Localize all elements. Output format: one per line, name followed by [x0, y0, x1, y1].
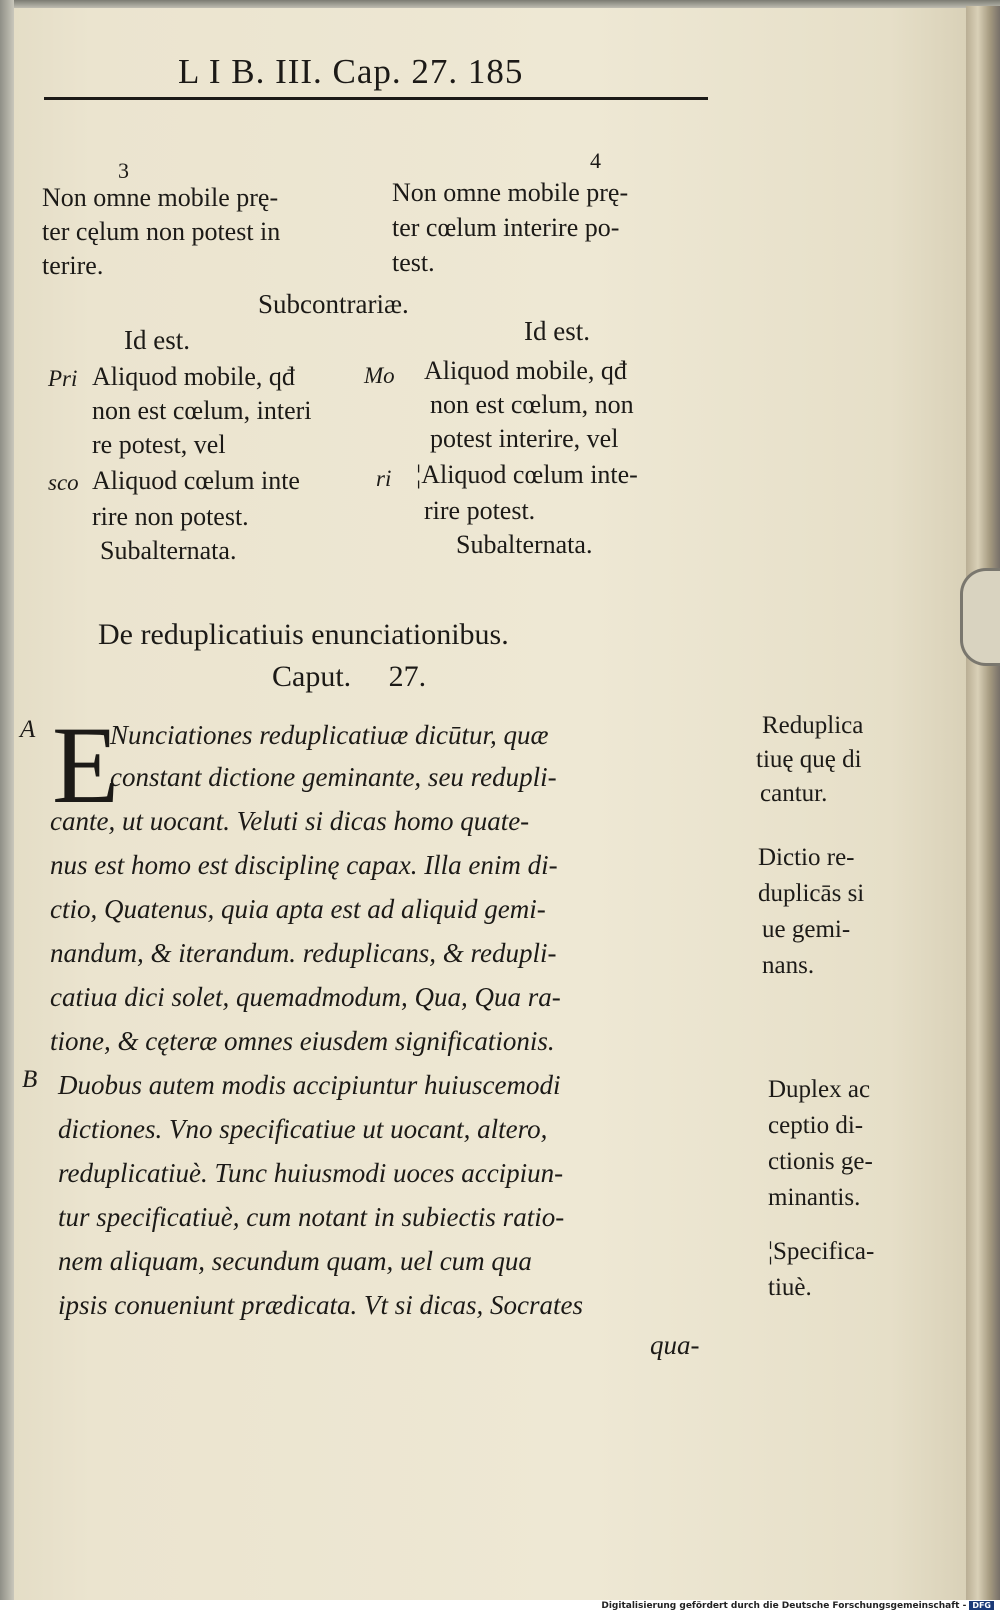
margin-note-line: Dictio re- [758, 844, 855, 871]
body-line: cante, ut uocant. Veluti si dicas homo quate- [50, 806, 530, 836]
table-line: non est cœlum, non [430, 390, 634, 419]
table-line: Aliquod mobile, qđ [424, 356, 627, 385]
chapter-title: De reduplicatiuis enunciationibus. [98, 618, 509, 651]
body-line: Duobus autem modis accipiuntur huiuscemodi [58, 1070, 561, 1100]
table-line: test. [392, 248, 435, 277]
subcontrariae-label: Subcontrariæ. [258, 289, 409, 319]
book-edge-left [0, 0, 14, 1600]
table-line: Non omne mobile prę- [392, 178, 629, 207]
id-est-left: Id est. [124, 325, 190, 355]
table-line: terire. [42, 251, 104, 280]
margin-note-line: cantur. [760, 780, 828, 807]
table-line: re potest, vel [92, 430, 226, 459]
margin-note-line: minantis. [768, 1184, 861, 1211]
syllogism-mark: Mo [364, 363, 395, 388]
subalternata-right: Subalternata. [456, 530, 593, 559]
table-line: non est cœlum, interi [92, 396, 312, 425]
table-line: Aliquod cœlum inte [92, 466, 300, 495]
subalternata-left: Subalternata. [100, 536, 237, 565]
margin-note-line: Duplex ac [768, 1076, 871, 1103]
margin-note-line: ¦Specifica- [768, 1238, 875, 1265]
margin-note-line: Reduplica [762, 712, 864, 739]
margin-note-line: tiuè. [768, 1274, 812, 1301]
body-line: Nunciationes reduplicatiuæ dicūtur, quæ [110, 720, 549, 750]
id-est-right: Id est. [524, 316, 590, 346]
margin-note-line: ue gemi- [762, 916, 851, 943]
table-line: rire non potest. [92, 502, 249, 531]
table-line: rire potest. [424, 496, 536, 525]
margin-note-line: tiuę quę di [756, 746, 862, 773]
margin-note-line: ceptio di- [768, 1112, 864, 1139]
column-number-3: 3 [118, 158, 129, 183]
table-line: ter cęlum non potest in [42, 217, 281, 246]
page-clip [960, 568, 1000, 666]
body-line: nandum, & iterandum. reduplicans, & redupli- [50, 938, 557, 968]
section-mark-b: B [22, 1066, 38, 1093]
body-line: nus est homo est disciplinę capax. Illa enim di- [50, 850, 558, 880]
catchword: qua- [650, 1330, 700, 1360]
body-line: tur specificatiuè, cum notant in subiectis ratio- [58, 1202, 565, 1232]
digitization-credit [601, 1601, 994, 1611]
credit-text: Digitalisierung gefördert durch die Deutsche Forschungsgemeinschaft - [601, 1601, 967, 1611]
table-line: Non omne mobile prę- [42, 183, 279, 212]
body-line: ctio, Quatenus, quia apta est ad aliquid gemi- [50, 894, 546, 924]
margin-note-line: nans. [762, 952, 815, 979]
table-line: potest interire, vel [430, 424, 619, 453]
body-line: dictiones. Vno specificatiue ut uocant, altero, [58, 1114, 548, 1144]
page-edge-right [966, 6, 1000, 1602]
margin-note-line: duplicās si [758, 880, 865, 907]
table-line: ¦Aliquod cœlum inte- [416, 460, 638, 489]
body-line: reduplicatiuè. Tunc huiusmodi uoces accipiun- [58, 1158, 564, 1188]
body-line: nem aliquam, secundum quam, uel cum qua [58, 1246, 532, 1276]
head-rule [44, 97, 708, 100]
column-number-4: 4 [590, 148, 601, 173]
body-line: catiua dici solet, quemadmodum, Qua, Qua ra- [50, 982, 561, 1012]
body-line: ipsis conueniunt prædicata. Vt si dicas, Socrates [58, 1290, 583, 1320]
body-line: tione, & cęteræ omnes eiusdem significationis. [50, 1026, 555, 1056]
section-mark-a: A [20, 716, 36, 743]
body-line: constant dictione geminante, seu redupli- [110, 762, 557, 792]
dfg-logo: DFG [969, 1601, 994, 1610]
syllogism-mark: Pri [48, 366, 78, 391]
table-line: ter cœlum interire po- [392, 213, 620, 242]
running-head: L I B. III. Cap. 27. 185 [178, 52, 524, 91]
chapter-number: Caput. 27. [272, 660, 427, 693]
syllogism-mark: ri [376, 466, 392, 491]
margin-note-line: ctionis ge- [768, 1148, 873, 1175]
syllogism-mark: sco [48, 470, 79, 495]
drop-cap: E [52, 704, 120, 826]
table-line: Aliquod mobile, qđ [92, 362, 295, 391]
